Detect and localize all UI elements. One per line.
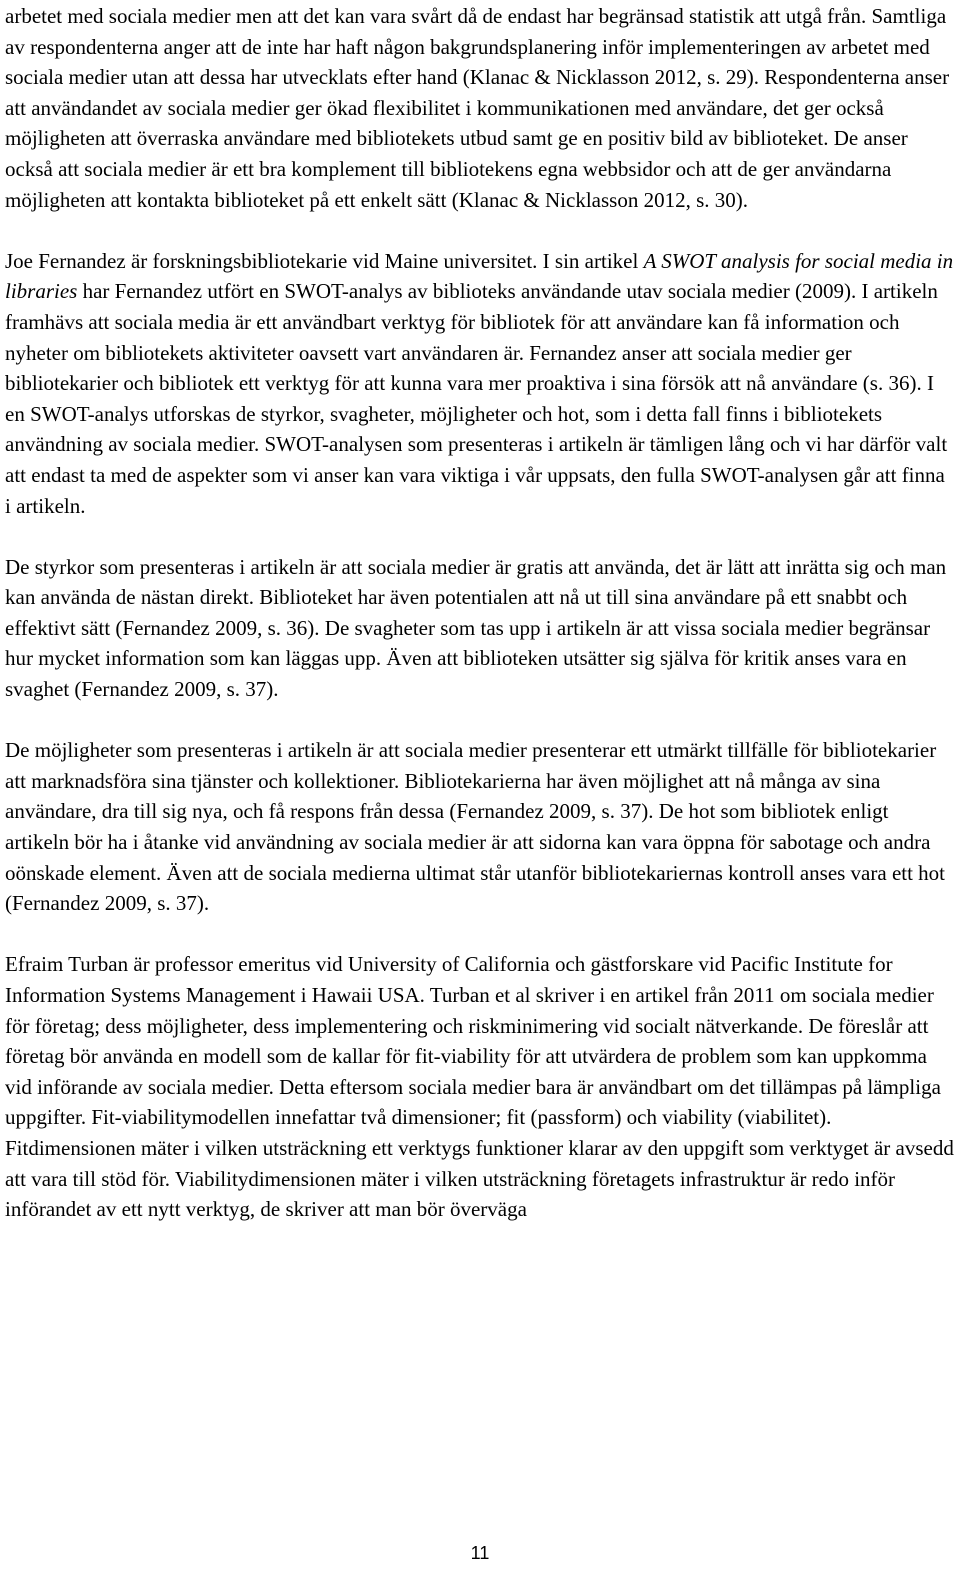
paragraph-text: De möjligheter som presenteras i artikeln är att sociala medier presenterar ett utmärkt tillfälle för bibliotekarier att marknadsföra sina tjänster och kollektioner. Bibliotekarierna har även möjlighet att nå många av sina användare, dra till sig nya, och få respons från dessa (Fernandez 2009, s. 37). De hot som bibliotek enligt artikeln bör ha i åtanke vid användning av sociala medier är att sidorna kan vara öppna för sabotage och andra oönskade element. Även att de sociala medierna ultimat står utanför bibliotekariernas kontroll anses vara ett hot (Fernandez 2009, s. 37). (5, 738, 946, 916)
body-paragraph-4 (5, 735, 954, 919)
paragraph-text: har Fernandez utfört en SWOT-analys av biblioteks användande utav sociala medier (2009). I artikeln framhävs att sociala media är ett användbart verktyg för bibliotek för att användare kan få information och nyheter om bibliotekets aktiviteter oavsett vart användaren är. Fernandez anser att sociala medier ger bibliotekarier och bibliotek ett verktyg för att kunna vara mer proaktiva i sina försök att nå användare (s. 36). I en SWOT-analys utforskas de styrkor, svagheter, möjligheter och hot, som i detta fall finns i bibliotekets användning av sociala medier. SWOT-analysen som presenteras i artikeln är tämligen lång och vi har därför valt att endast ta med de aspekter som vi anser kan vara viktiga i vår uppsats, den fulla SWOT-analysen går att finna i artikeln. (5, 279, 948, 518)
body-paragraph-1 (5, 1, 954, 215)
body-paragraph-3 (5, 552, 954, 705)
italic-title-text: A SWOT analysis for social media in libraries (5, 248, 954, 304)
paragraph-text: arbetet med sociala medier men att det kan vara svårt då de endast har begränsad statistik att utgå från. Samtliga av respondenterna anger att de inte har haft någon bakgrundsplanering inför implementeringen av arbetet med sociala medier utan att dessa har utvecklats efter hand (Klanac & Nicklasson 2012, s. 29). Respondenterna anser att användandet av sociala medier ger ökad flexibilitet i kommunikationen med användare, det ger också möjligheten att överraska användare med bibliotekets utbud samt ge en positiv bild av biblioteket. De anser också att sociala medier är ett bra komplement till bibliotekens egna webbsidor och att de ger användarna möjligheten att kontakta biblioteket på ett enkelt sätt (Klanac & Nicklasson 2012, s. 30). (5, 4, 950, 212)
page-number: 11 (470, 1543, 490, 1563)
body-paragraph-5 (5, 949, 954, 1224)
paragraph-text: Joe Fernandez är forskningsbibliotekarie vid Maine universitet. I sin artikel (5, 248, 644, 273)
body-paragraph-2 (5, 246, 954, 521)
paragraph-text: Efraim Turban är professor emeritus vid University of California och gästforskare vid Pacific Institute for Information Systems Management i Hawaii USA. Turban et al skriver i en artikel från 2011 om sociala medier för företag; dess möjligheter, dess implementering och riskminimering vid socialt nätverkande. De föreslår att företag bör använda en modell som de kallar för fit-viability för att utvärdera de problem som kan uppkomma vid införande av sociala medier. Detta eftersom sociala medier bara är användbart om det tillämpas på lämpliga uppgifter. Fit-viabilitymodellen innefattar två dimensioner; fit (passform) och viability (viabilitet). Fitdimensionen mäter i vilken utsträckning ett verktygs funktioner klarar av den uppgift som verktyget är avsedd att vara till stöd för. Viabilitydimensionen mäter i vilken utsträckning företagets infrastruktur är redo inför införandet av ett nytt verktyg, de skriver att man bör överväga (5, 952, 954, 1222)
paragraph-text: De styrkor som presenteras i artikeln är att sociala medier är gratis att använda, det är lätt att inrätta sig och man kan använda de nästan direkt. Biblioteket har även potentialen att nå ut till sina användare på ett snabbt och effektivt sätt (Fernandez 2009, s. 36). De svagheter som tas upp i artikeln är att vissa sociala medier begränsar hur mycket information som kan läggas upp. Även att biblioteken utsätter sig själva för kritik anses vara en svaghet (Fernandez 2009, s. 37). (5, 554, 947, 702)
